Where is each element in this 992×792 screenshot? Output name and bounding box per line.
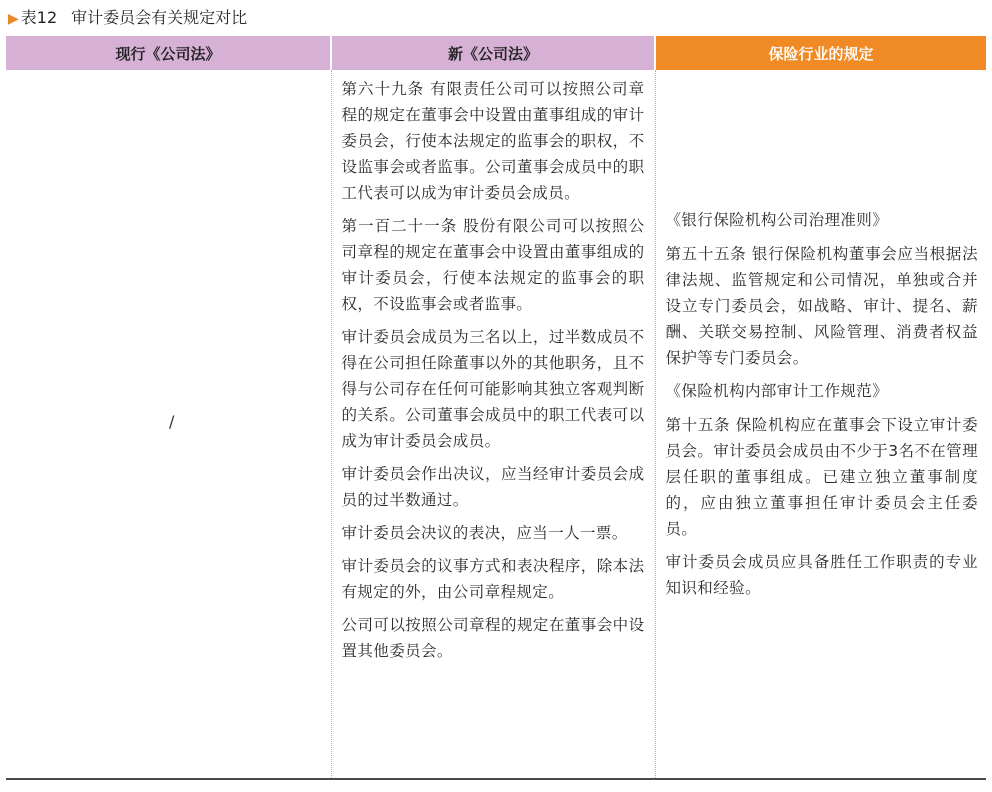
insurance-paragraph: 审计委员会成员应具备胜任工作职责的专业知识和经验。 bbox=[665, 553, 978, 597]
insurance-ref-governance: 《银行保险机构公司治理准则》 bbox=[665, 211, 889, 229]
new-law-article-69: 第六十九条 有限责任公司可以按照公司章程的规定在董事会中设置由董事组成的审计委员会，行使本法规定的监事会的职权，不设监事会或者监事。公司董事会成员中的职工代表可以成为审计委员会成员。 bbox=[341, 80, 645, 202]
comparison-table bbox=[6, 36, 986, 780]
current-law-content: / bbox=[169, 412, 175, 431]
header-new-law: 新《公司法》 bbox=[331, 36, 655, 70]
new-law-paragraph: 审计委员会决议的表决，应当一人一票。 bbox=[341, 524, 628, 542]
insurance-ref-audit: 《保险机构内部审计工作规范》 bbox=[665, 382, 889, 400]
insurance-cell bbox=[655, 70, 986, 779]
current-law-cell bbox=[6, 70, 331, 779]
new-law-cell bbox=[331, 70, 655, 779]
new-law-paragraph: 审计委员会成员为三名以上，过半数成员不得在公司担任除董事以外的其他职务，且不得与公司存在任何可能影响其独立客观判断的关系。公司董事会成员中的职工代表可以成为审计委员会成员。 bbox=[341, 328, 645, 450]
insurance-article-15: 第十五条 保险机构应在董事会下设立审计委员会。审计委员会成员由不少于3名不在管理层任职的董事组成。已建立独立董事制度的，应由独立董事担任审计委员会主任委员。 bbox=[665, 416, 978, 538]
header-current-law: 现行《公司法》 bbox=[6, 36, 331, 70]
new-law-paragraph: 公司可以按照公司章程的规定在董事会中设置其他委员会。 bbox=[341, 616, 645, 660]
table-row bbox=[6, 70, 986, 779]
insurance-article-55: 第五十五条 银行保险机构董事会应当根据法律法规、监管规定和公司情况，单独或合并设立专门委员会，如战略、审计、提名、薪酬、关联交易控制、风险管理、消费者权益保护等专门委员会。 bbox=[665, 245, 978, 367]
header-row bbox=[6, 36, 986, 70]
caption-marker-icon: ▶ bbox=[8, 11, 19, 27]
caption-title: 审计委员会有关规定对比 bbox=[71, 8, 248, 27]
caption-label: 表12 bbox=[20, 8, 58, 27]
new-law-paragraph: 审计委员会作出决议，应当经审计委员会成员的过半数通过。 bbox=[341, 465, 645, 509]
header-insurance: 保险行业的规定 bbox=[655, 36, 986, 70]
new-law-article-121: 第一百二十一条 股份有限公司可以按照公司章程的规定在董事会中设置由董事组成的审计委员会，行使本法规定的监事会的职权，不设监事会或者监事。 bbox=[341, 217, 645, 313]
new-law-paragraph: 审计委员会的议事方式和表决程序，除本法有规定的外，由公司章程规定。 bbox=[341, 557, 645, 601]
table-caption bbox=[8, 6, 247, 30]
